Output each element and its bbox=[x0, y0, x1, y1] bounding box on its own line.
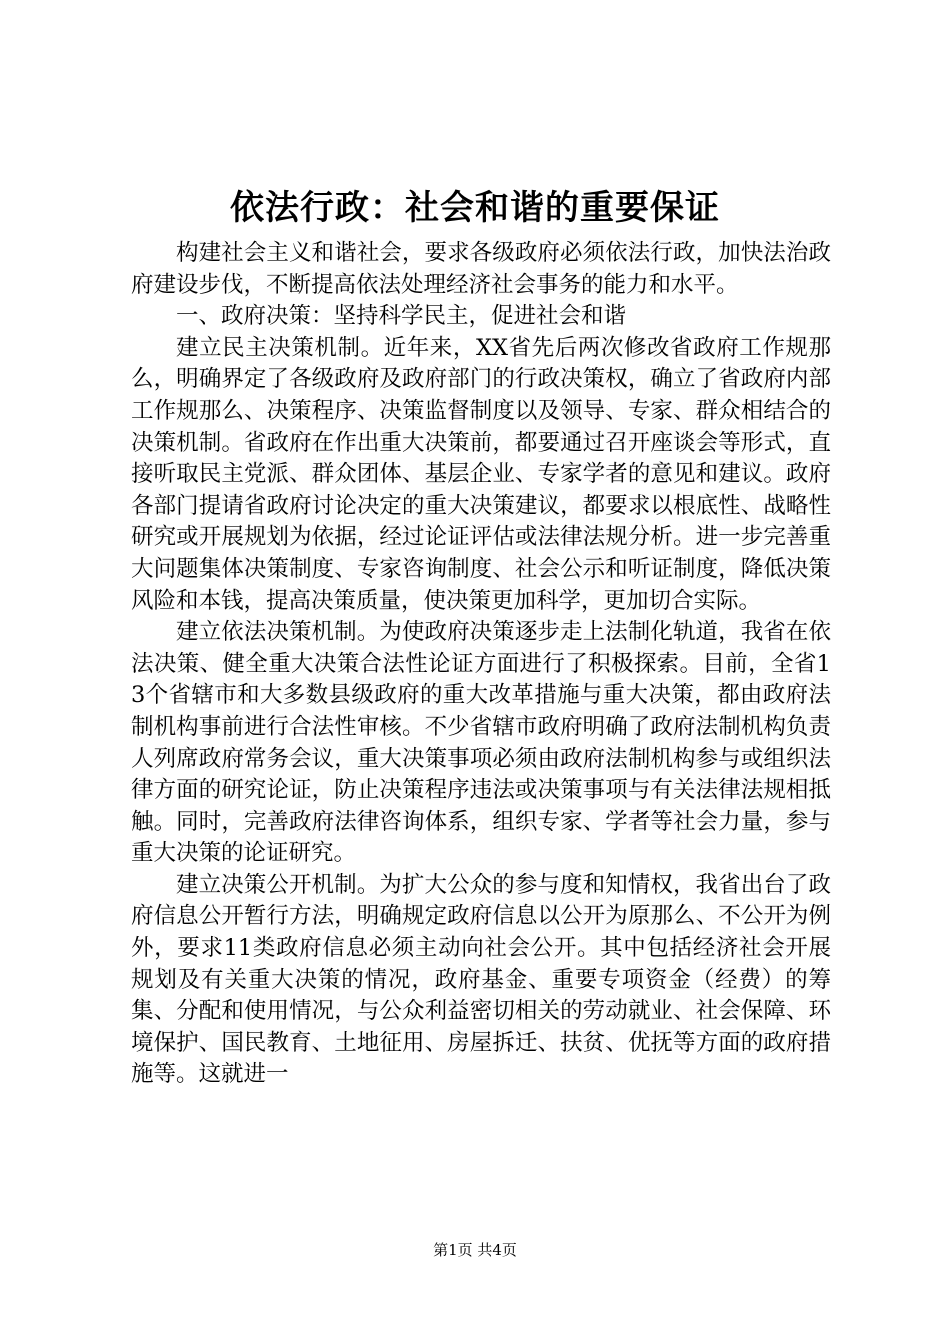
section-heading: 一、政府决策：坚持科学民主，促进社会和谐 bbox=[176, 303, 627, 330]
intro-paragraph: 构建社会主义和谐社会，要求各级政府必须依法行政，加快法治政府建设步伐，不断提高依法处理经济社会事务的能力和水平。 bbox=[131, 240, 831, 298]
page-number-footer: 第1页 共4页 bbox=[433, 1241, 517, 1259]
document-body bbox=[131, 238, 831, 1091]
body-paragraph: 建立依法决策机制。为使政府决策逐步走上法制化轨道，我省在依法决策、健全重大决策合法性论证方面进行了积极探索。目前，全省13个省辖市和大多数县级政府的重大改革措施与重大决策，都由政府法制机构事前进行合法性审核。不少省辖市政府明确了政府法制机构负责人列席政府常务会议，重大决策事项必须由政府法制机构参与或组织法律方面的研究论证，防止决策程序违法或决策事项与有关法律法规相抵触。同时，完善政府法律咨询体系，组织专家、学者等社会力量，参与重大决策的论证研究。 bbox=[131, 619, 831, 867]
body-paragraph: 建立民主决策机制。近年来，XX省先后两次修改省政府工作规那么，明确界定了各级政府及政府部门的行政决策权，确立了省政府内部工作规那么、决策程序、决策监督制度以及领导、专家、群众相结合的决策机制。省政府在作出重大决策前，都要通过召开座谈会等形式，直接听取民主党派、群众团体、基层企业、专家学者的意见和建议。政府各部门提请省政府讨论决定的重大决策建议，都要求以根底性、战略性研究或开展规划为依据，经过论证评估或法律法规分析。进一步完善重大问题集体决策制度、专家咨询制度、社会公示和听证制度，降低决策风险和本钱，提高决策质量，使决策更加科学，更加切合实际。 bbox=[131, 334, 831, 614]
body-paragraph: 建立决策公开机制。为扩大公众的参与度和知情权，我省出台了政府信息公开暂行方法，明确规定政府信息以公开为原那么、不公开为例外，要求11类政府信息必须主动向社会公开。其中包括经济社会开展规划及有关重大决策的情况，政府基金、重要专项资金（经费）的筹集、分配和使用情况，与公众利益密切相关的劳动就业、社会保障、环境保护、国民教育、土地征用、房屋拆迁、扶贫、优抚等方面的政府措施等。这就进一 bbox=[131, 871, 831, 1088]
document-title: 依法行政：社会和谐的重要保证 bbox=[230, 188, 720, 228]
